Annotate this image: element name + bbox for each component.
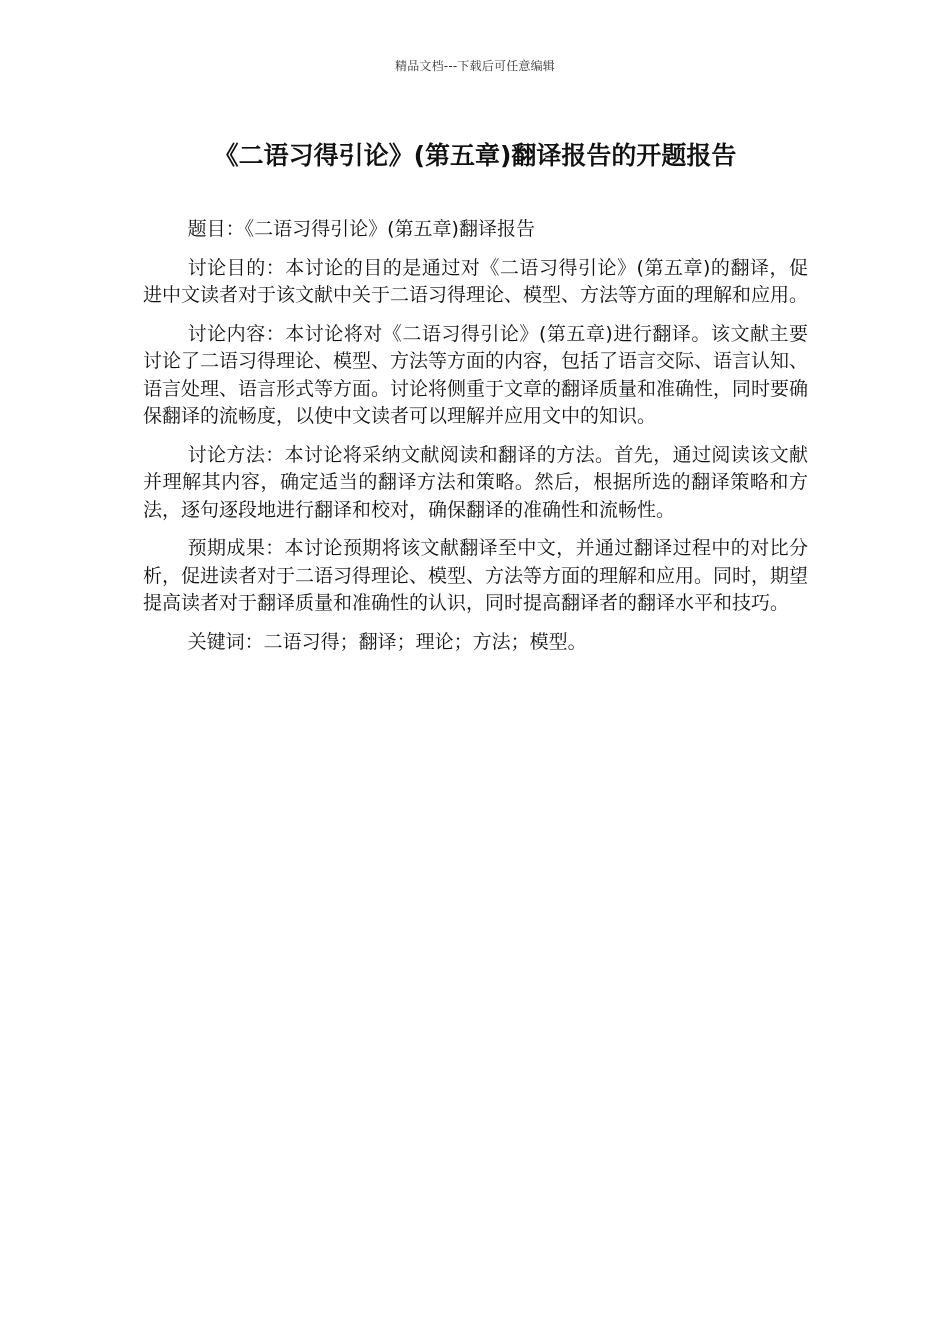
header-note: 精品文档---下载后可任意编辑 [395,59,555,73]
document-body [143,216,808,667]
paragraph-content: 讨论内容：本讨论将对《二语习得引论》(第五章)进行翻译。该文献主要讨论了二语习得理论、模型、方法等方面的内容，包括了语言交际、语言认知、语言处理、语言形式等方面。讨论将侧重于文章的翻译质量和准确性，同时要确保翻译的流畅度，以使中文读者可以理解并应用文中的知识。 [143,322,809,427]
paragraph-topic: 题目：《二语习得引论》(第五章)翻译报告 [187,218,535,240]
document-title: 《二语习得引论》(第五章)翻译报告的开题报告 [213,141,737,170]
paragraph-expected-results: 预期成果：本讨论预期将该文献翻译至中文，并通过翻译过程中的对比分析，促进读者对于二语习得理论、模型、方法等方面的理解和应用。同时，期望提高读者对于翻译质量和准确性的认识，同时提高翻译者的翻译水平和技巧。 [143,537,809,614]
paragraph-method: 讨论方法：本讨论将采纳文献阅读和翻译的方法。首先，通过阅读该文献并理解其内容，确定适当的翻译方法和策略。然后，根据所选的翻译策略和方法，逐句逐段地进行翻译和校对，确保翻译的准确性和流畅性。 [143,443,808,521]
paragraph-keywords: 关键词：二语习得；翻译；理论；方法；模型。 [187,630,587,653]
paragraph-purpose: 讨论目的：本讨论的目的是通过对《二语习得引论》(第五章)的翻译，促进中文读者对于该文献中关于二语习得理论、模型、方法等方面的理解和应用。 [143,256,809,306]
